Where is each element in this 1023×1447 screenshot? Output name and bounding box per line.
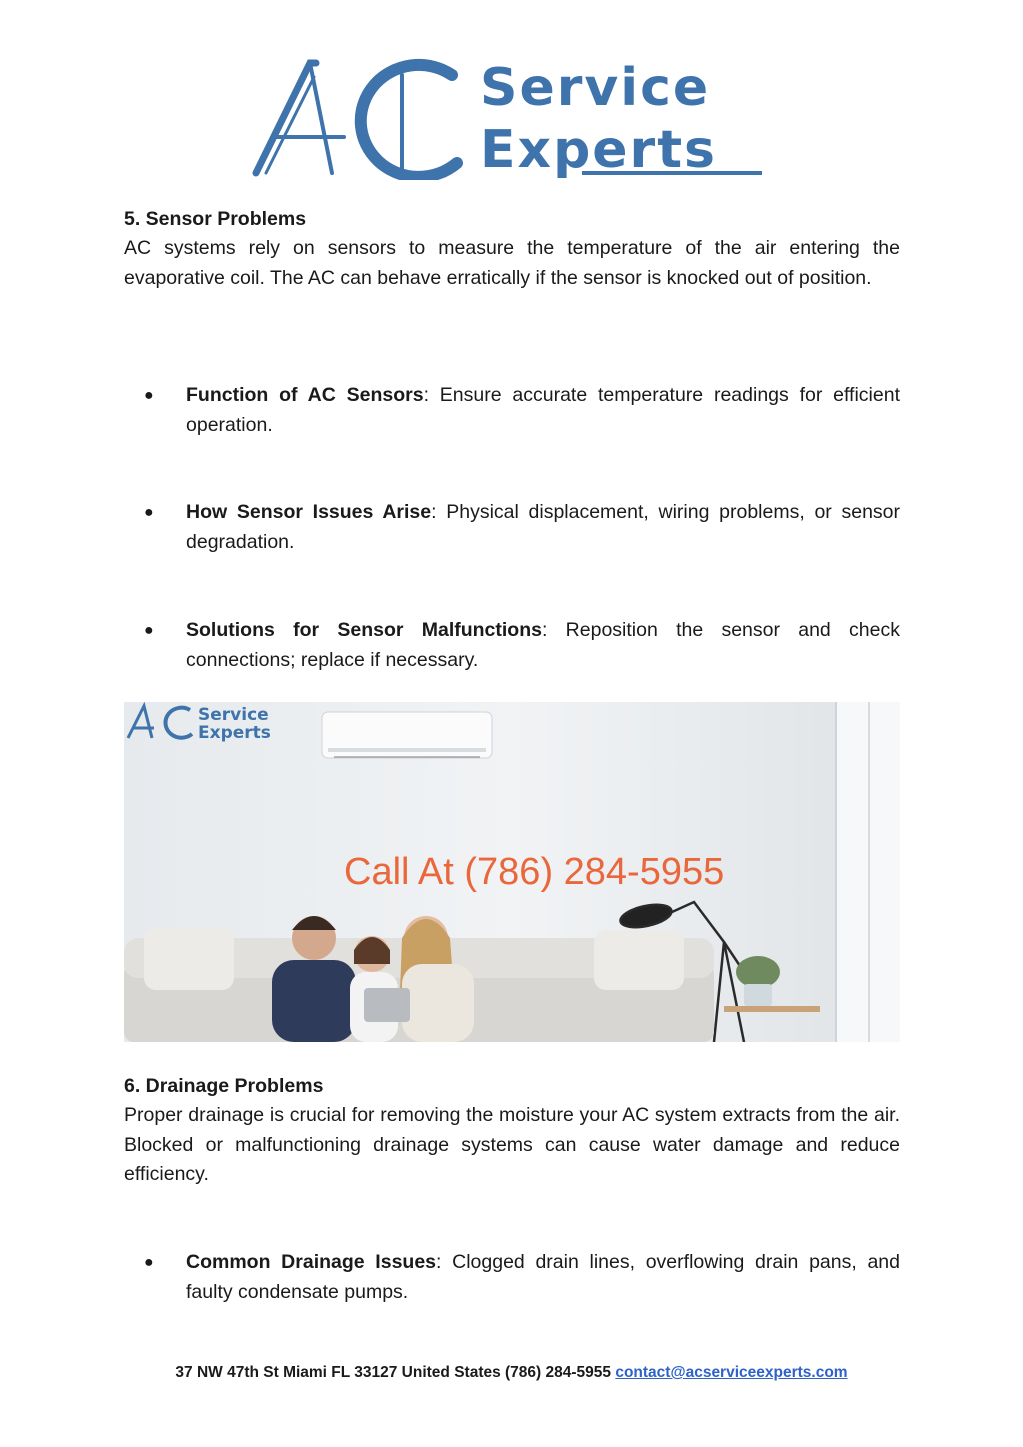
- footer-address: 37 NW 47th St Miami FL 33127 United States (786) 284-5955: [175, 1364, 612, 1381]
- bullet-term: Function of AC Sensors: [186, 384, 424, 406]
- logo-line1: Service: [480, 58, 711, 118]
- ac-unit-icon: [322, 712, 492, 758]
- bullet-text: : Reposition the sensor and check connections; replace if necessary.: [186, 619, 900, 671]
- section-6: [124, 1071, 900, 1190]
- footer-email-link[interactable]: contact@acserviceexperts.com: [615, 1364, 848, 1381]
- banner-logo-line1: Service: [198, 705, 269, 725]
- section-5: [124, 204, 900, 293]
- list-item: [124, 381, 900, 440]
- footer: [0, 1364, 1023, 1382]
- bullet-term: Common Drainage Issues: [186, 1251, 437, 1273]
- section-5-body: AC systems rely on sensors to measure the temperature of the air entering the evaporative coil. The AC can behave erratically if the sensor is knocked out of position.: [124, 237, 900, 289]
- banner-call-text: Call At (786) 284-5955: [344, 851, 725, 893]
- bullet-icon: ●: [144, 504, 154, 521]
- ac-banner-image: [124, 702, 900, 1042]
- list-item: [124, 498, 900, 557]
- list-item: [124, 616, 900, 675]
- bullet-term: How Sensor Issues Arise: [186, 501, 432, 523]
- bullet-text: : Clogged drain lines, overflowing drain pans, and faulty condensate pumps.: [186, 1251, 900, 1303]
- section-6-heading: 6. Drainage Problems: [124, 1075, 324, 1097]
- company-logo: [252, 55, 772, 180]
- bullet-icon: ●: [144, 387, 154, 404]
- section-6-body: Proper drainage is crucial for removing the moisture your AC system extracts from the air. Blocked or malfunctioning drainage systems can cause water damage and reduce efficiency.: [124, 1104, 900, 1185]
- section-5-heading: 5. Sensor Problems: [124, 208, 307, 230]
- logo-mark: AC: [252, 55, 254, 56]
- bullet-icon: ●: [144, 622, 154, 639]
- list-item: [124, 1248, 900, 1307]
- logo-line2: Experts: [480, 120, 718, 180]
- banner-logo-line2: Experts: [198, 723, 271, 743]
- bullet-term: Solutions for Sensor Malfunctions: [186, 619, 542, 641]
- bullet-text: : Ensure accurate temperature readings for efficient operation.: [186, 384, 900, 436]
- bullet-icon: ●: [144, 1254, 154, 1271]
- bullet-text: : Physical displacement, wiring problems, or sensor degradation.: [186, 501, 900, 553]
